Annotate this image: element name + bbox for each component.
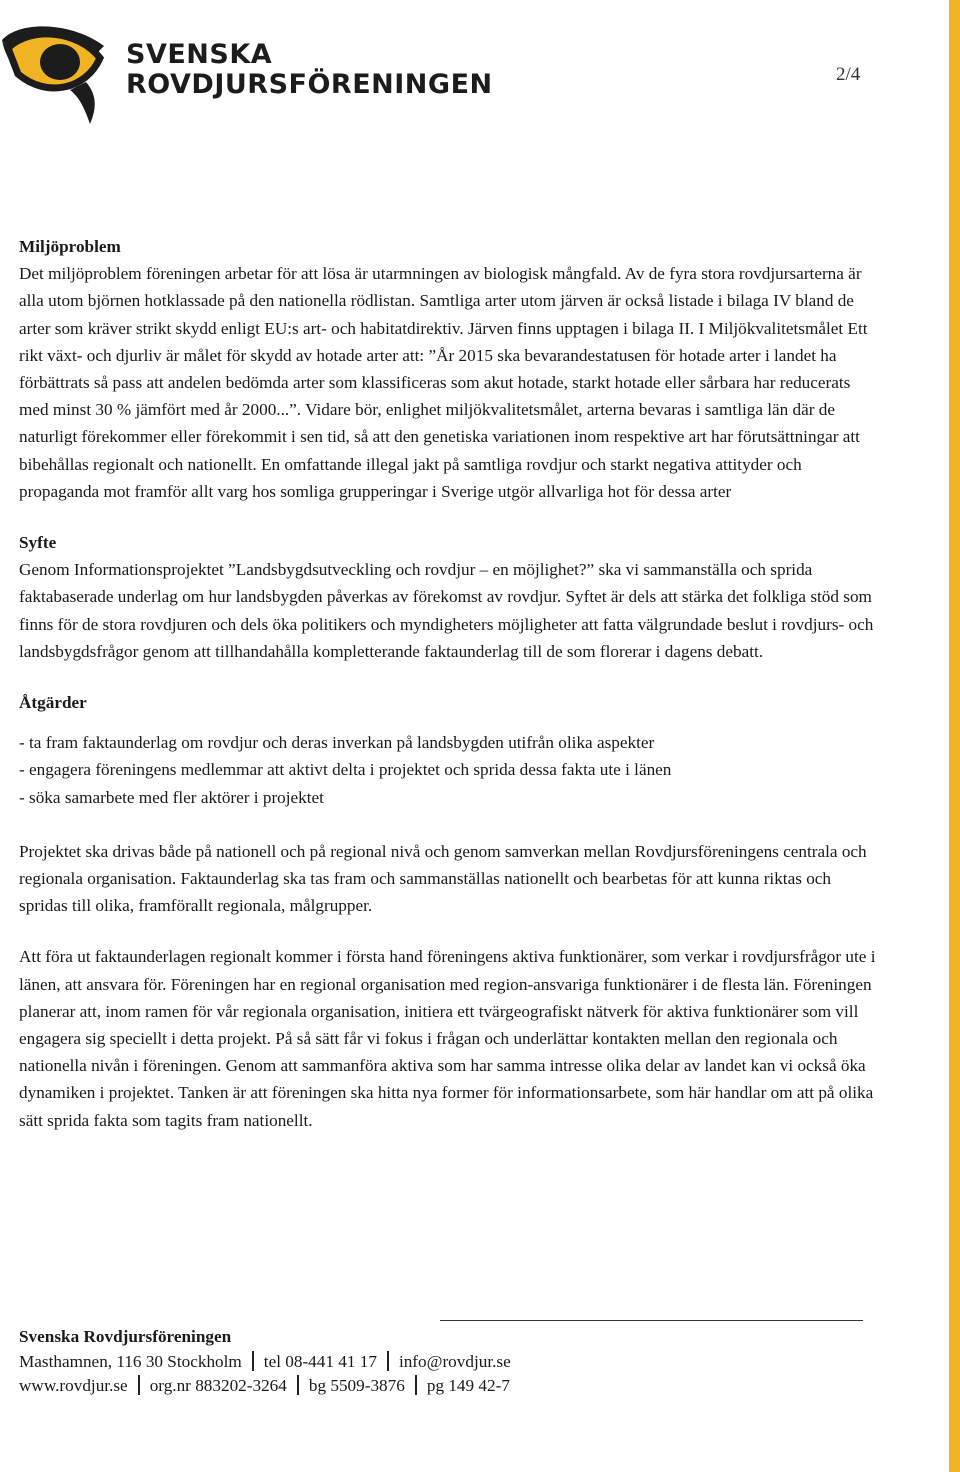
- heading-miljoproblem: Miljöproblem: [19, 237, 121, 256]
- document-body: [19, 233, 879, 1134]
- footer-org-name: Svenska Rovdjursföreningen: [19, 1327, 232, 1346]
- footer-registration-line: [19, 1374, 511, 1399]
- paragraph-syfte: Genom Informationsprojektet ”Landsbygdsutveckling och rovdjur – en möjlighet?” ska vi sammanställa och sprida faktabaserade underlag om hur landsbygden påverkas av förekomst av rovdjur. Syftet är dels att stärka det folkliga stöd som finns för de stora rovdjuren och dels öka politikers och myndigheters möjligheter att fatta välgrundade beslut i rovdjurs- och landsbygdsfrågor genom att tillhandahålla kompletterande faktaunderlag till de som florerar i dagens debatt.: [19, 560, 874, 661]
- footer-orgnr: org.nr 883202-3264: [149, 1376, 287, 1395]
- footer-website-link[interactable]: www.rovdjur.se: [19, 1376, 128, 1395]
- footer-email-link[interactable]: info@rovdjur.se: [398, 1351, 511, 1371]
- eye-logo-icon: [0, 26, 112, 126]
- footer-phone: tel 08-441 41 17: [263, 1351, 377, 1371]
- footer: [19, 1325, 511, 1399]
- footer-divider: [440, 1320, 863, 1321]
- footer-contact-line: [19, 1350, 511, 1375]
- accent-side-bar: [949, 0, 960, 1472]
- page-number: 2/4: [836, 64, 861, 85]
- list-item: - söka samarbete med fler aktörer i projektet: [19, 787, 324, 807]
- paragraph-miljoproblem: Det miljöproblem föreningen arbetar för att lösa är utarmningen av biologisk mångfald. Av de fyra stora rovdjursarterna är alla utom björnen hotklassade på den nationella rödlistan. Samtliga arter utom järven är också listade i bilaga IV bland de arter som kräver strikt skydd enligt EU:s art- och habitatdirektiv. Järven finns upptagen i bilaga II. I Miljökvalitetsmålet Ett rikt växt- och djurliv är målet för skydd av hotade arter att: ”År 2015 ska bevarandestatusen för hotade arter i landet ha förbättrats så pass att andelen bedömda arter som klassificeras som akut hotade, starkt hotade eller sårbara har reducerats med minst 30 % jämfört med år 2000...”. Vidare bör, enlighet miljökvalitetsmålet, arterna bevaras i samtliga län där de naturligt förekommer eller förekommit i sen tid, så att den genetiska variationen inom respektive art har förutsättningar att bibehållas regionalt och nationellt. En omfattande illegal jakt på samtliga rovdjur och starkt negativa attityder och propaganda mot framför allt varg hos somliga grupperingar i Sverige utgör allvarliga hot för dessa arter: [19, 264, 868, 501]
- organization-logo-text: [126, 40, 493, 100]
- heading-atgarder: Åtgärder: [19, 693, 87, 713]
- footer-separator: [297, 1375, 299, 1395]
- list-item: - engagera föreningens medlemmar att aktivt delta i projektet och sprida dessa fakta ute i länen: [19, 760, 672, 780]
- paragraph-projektet: Projektet ska drivas både på nationell och på regional nivå och genom samverkan mellan Rovdjursföreningens centrala och regionala organisation. Faktaunderlag ska tas fram och sammanställas nationellt och bearbetas för att kunna riktas och spridas till olika, framförallt regionala, målgrupper.: [19, 841, 867, 916]
- footer-plusgiro: pg 149 42-7: [426, 1376, 510, 1395]
- heading-syfte: Syfte: [19, 533, 57, 553]
- footer-address: Masthamnen, 116 30 Stockholm: [19, 1351, 242, 1371]
- logo-line-2: ROVDJURSFÖRENINGEN: [126, 69, 493, 100]
- footer-bankgiro: bg 5509-3876: [308, 1376, 405, 1395]
- footer-separator: [415, 1375, 417, 1395]
- paragraph-att-fora-ut: Att föra ut faktaunderlagen regionalt kommer i första hand föreningens aktiva funktionärer, som verkar i rovdjursfrågor ute i länen, att ansvara för. Föreningen har en regional organisation med region-ansvariga funktionärer i de flesta län. Föreningen planerar att, inom ramen för vår regionala organisation, initiera ett tvärgeografiskt nätverk för aktiva funktionärer som vill engagera sig speciellt i detta projekt. På så sätt får vi fokus i frågan och underlättar kontakten mellan den regionala och nationella nivån i föreningen. Genom att sammanföra aktiva som har samma intresse olika delar av landet kan vi också öka dynamiken i projektet. Tanken är att föreningen ska hitta nya former för informationsarbete, som här handlar om att på olika sätt sprida fakta som tagits fram nationellt.: [19, 947, 876, 1130]
- list-item: - ta fram faktaunderlag om rovdjur och deras inverkan på landsbygden utifrån olika aspekter: [19, 733, 655, 753]
- footer-separator: [138, 1375, 140, 1395]
- logo-line-1: SVENSKA: [126, 39, 273, 70]
- footer-separator: [387, 1351, 389, 1371]
- footer-separator: [252, 1351, 254, 1371]
